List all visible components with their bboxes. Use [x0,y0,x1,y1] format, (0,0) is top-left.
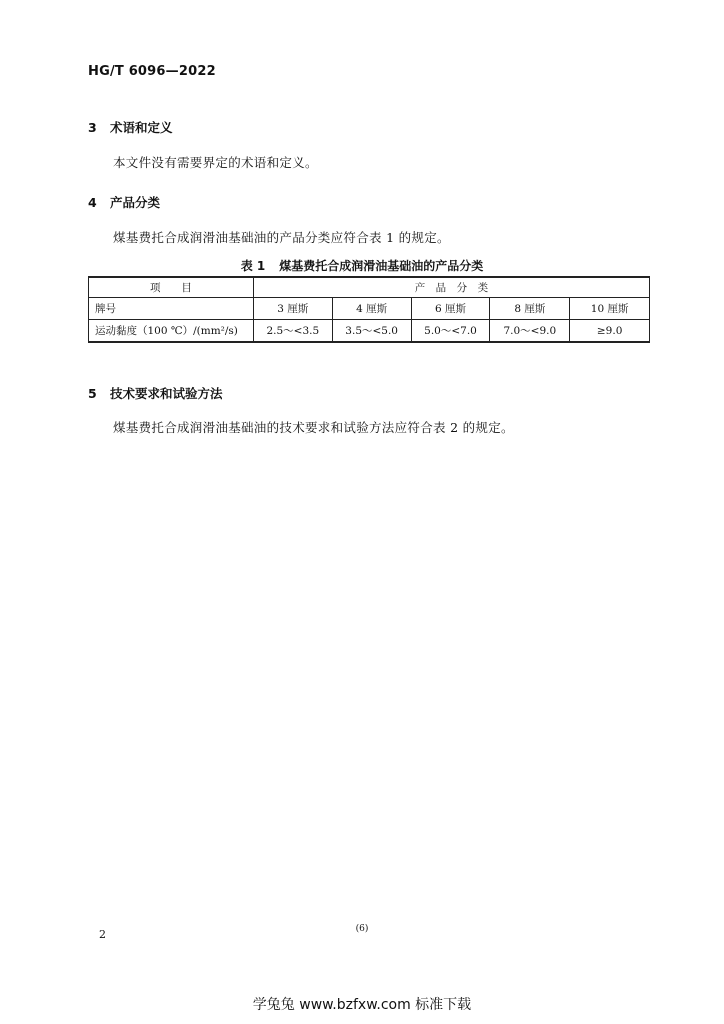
row-label: 运动黏度（100 ℃）/(mm²/s) [89,320,254,343]
section-title: 术语和定义 [110,120,173,135]
page-mark: (6) [355,924,369,934]
table-1-caption [0,257,724,274]
table-cell: 4 厘斯 [332,298,411,320]
header-item-cell: 项 目 [89,277,254,298]
section-3-heading [88,118,173,136]
section-title: 技术要求和试验方法 [110,386,223,401]
page-number: 2 [99,928,106,941]
table-cell: 8 厘斯 [490,298,570,320]
table-cell: 6 厘斯 [411,298,490,320]
table-title: 煤基费托合成润滑油基础油的产品分类 [279,259,484,273]
table-cell: 3 厘斯 [253,298,332,320]
table-row [89,320,650,343]
watermark-footer: 学兔兔 www.bzfxw.com 标准下载 [252,997,472,1013]
table-header-row [89,277,650,298]
table-cell: 7.0～<9.0 [490,320,570,343]
section-number: 4 [88,195,97,210]
section-5-text: 煤基费托合成润滑油基础油的技术要求和试验方法应符合表 2 的规定。 [113,420,514,435]
table-cell: 5.0～<7.0 [411,320,490,343]
header-group-cell: 产 品 分 类 [253,277,649,298]
row-label: 牌号 [89,298,254,320]
section-4-heading [88,193,160,211]
table-cell: 2.5～<3.5 [253,320,332,343]
section-title: 产品分类 [110,195,161,210]
table-number: 表 1 [240,259,266,273]
section-4-text: 煤基费托合成润滑油基础油的产品分类应符合表 1 的规定。 [113,230,450,245]
section-3-text: 本文件没有需要界定的术语和定义。 [113,155,318,170]
section-number: 3 [88,120,97,135]
table-cell: 10 厘斯 [570,298,650,320]
table-cell: ≥9.0 [570,320,650,343]
table-row [89,298,650,320]
product-classification-table [88,276,650,343]
standard-code: HG/T 6096—2022 [88,64,216,79]
section-5-heading [88,384,223,402]
section-number: 5 [88,386,97,401]
table-cell: 3.5～<5.0 [332,320,411,343]
